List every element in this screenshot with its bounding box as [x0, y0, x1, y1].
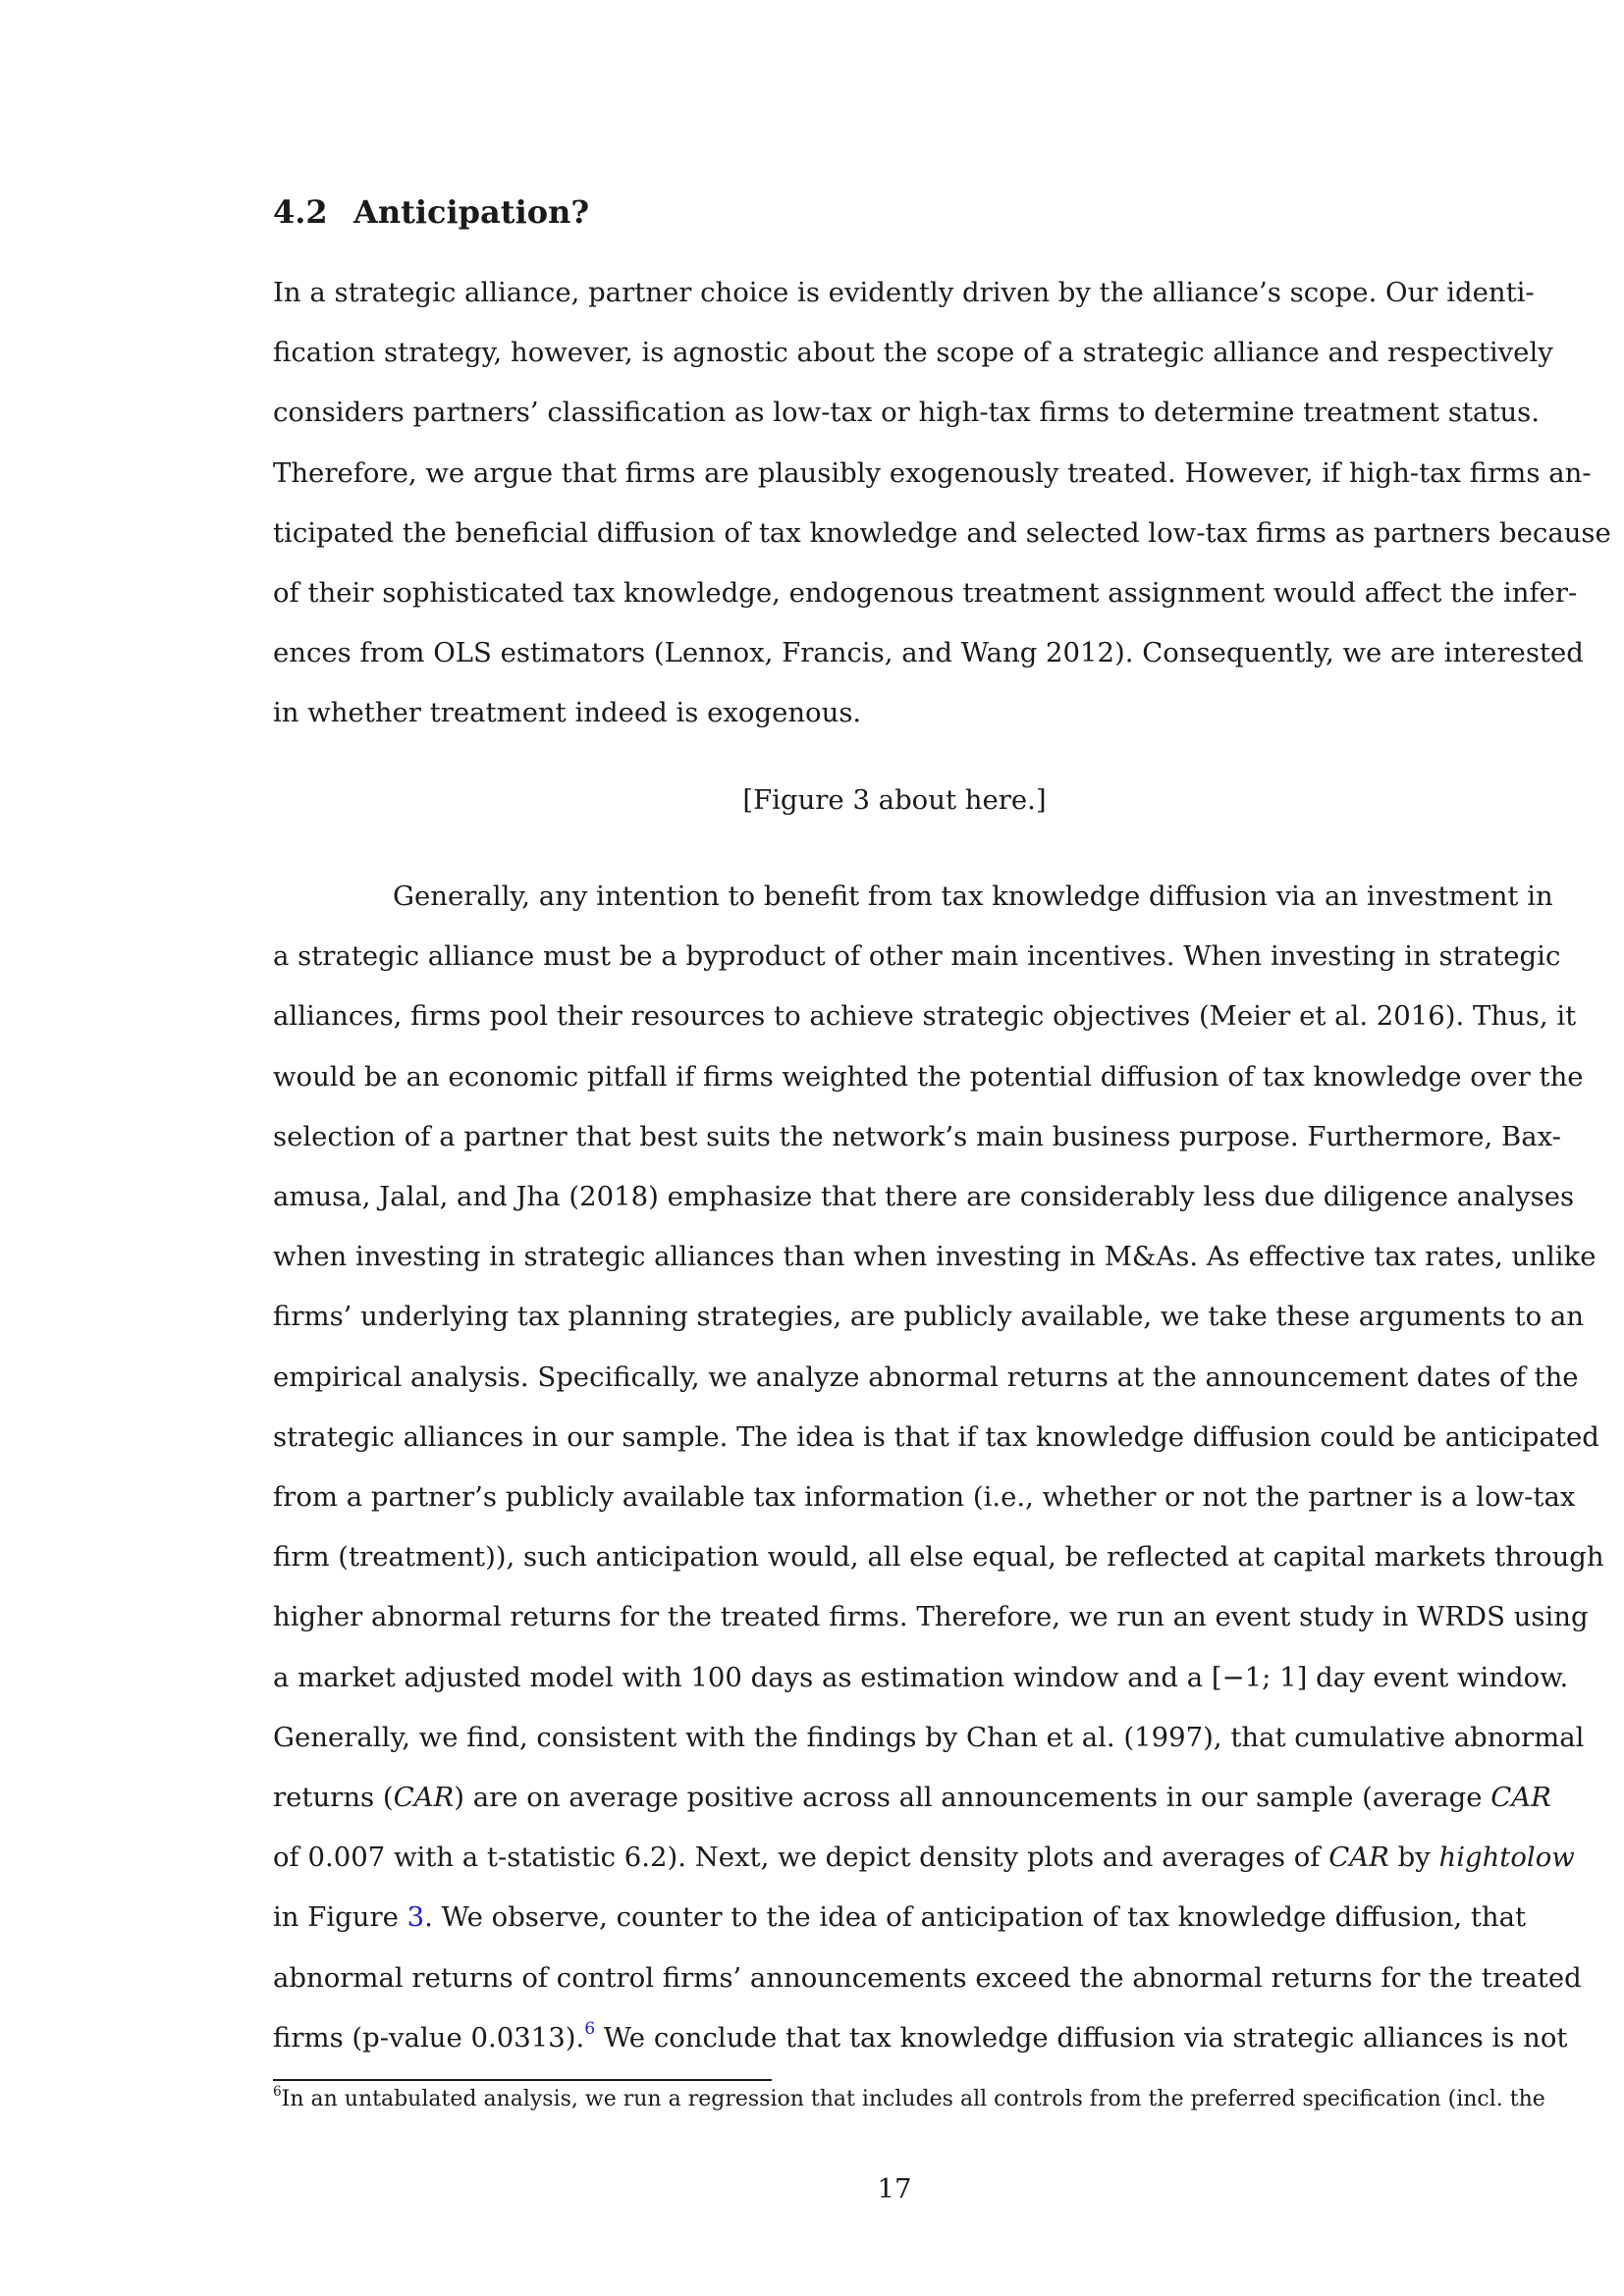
text-run: firms (p-value 0.0313). [273, 2021, 585, 2054]
paragraph-line [273, 1828, 1575, 1888]
text-run: ) are on average positive across all announcements in our sample (average [454, 1782, 1483, 1814]
paragraph-line: Therefore, we argue that firms are plausibly exogenously treated. However, if high-tax firms an- [273, 456, 1592, 489]
paragraph-line: a strategic alliance must be a byproduct of other main incentives. When investing in strategic [273, 940, 1561, 973]
paragraph-line: firm (treatment)), such anticipation would, all else equal, be reflected at capital markets through [273, 1541, 1604, 1574]
paragraph-line: Generally, we find, consistent with the findings by Chan et al. (1997), that cumulative abnormal [273, 1721, 1585, 1753]
paragraph-line [273, 2008, 1568, 2068]
paragraph-line: from a partner’s publicly available tax information (i.e., whether or not the partner is a low-tax [273, 1481, 1576, 1514]
paragraph-line: strategic alliances in our sample. The idea is that if tax knowledge diffusion could be anticipated [273, 1420, 1599, 1453]
car-variable: CAR [393, 1782, 455, 1814]
paragraph-line: higher abnormal returns for the treated firms. Therefore, we run an event study in WRDS using [273, 1601, 1589, 1633]
paragraph-line: ticipated the beneficial diffusion of tax knowledge and selected low-tax firms as partners because [273, 516, 1611, 549]
section-number: 4.2 [273, 193, 328, 231]
paragraph-line: would be an economic pitfall if firms weighted the potential diffusion of tax knowledge over the [273, 1060, 1584, 1093]
text-run: returns ( [273, 1782, 394, 1814]
paragraph-line: empirical analysis. Specifically, we analyze abnormal returns at the announcement dates of the [273, 1361, 1579, 1393]
paragraph-line: a market adjusted model with 100 days as estimation window and a [−1; 1] day event window. [273, 1661, 1569, 1693]
hightolow-variable: hightolow [1438, 1842, 1575, 1874]
paragraph-line: abnormal returns of control firms’ announcements exceed the abnormal returns for the treated [273, 1961, 1582, 1994]
paragraph-line [273, 1768, 1551, 1828]
paragraph-line: Generally, any intention to benefit from tax knowledge diffusion via an investment in [393, 881, 1553, 912]
figure-reference-link[interactable]: 3 [406, 1901, 425, 1934]
paragraph-line: In a strategic alliance, partner choice is evidently driven by the alliance’s scope. Our identi- [273, 277, 1535, 308]
paragraph-line: selection of a partner that best suits the network’s main business purpose. Furthermore, Bax- [273, 1120, 1561, 1152]
paragraph-line: amusa, Jalal, and Jha (2018) emphasize that there are considerably less due diligence analyses [273, 1181, 1575, 1213]
section-title: Anticipation? [353, 193, 590, 231]
footnote-divider [273, 2079, 772, 2081]
footnote-text: In an untabulated analysis, we run a regression that includes all controls from the preferred specification (incl. the [281, 2087, 1545, 2111]
paragraph-line: in whether treatment indeed is exogenous. [273, 697, 862, 729]
paragraph-2 [273, 867, 1604, 2068]
paragraph-line: of their sophisticated tax knowledge, endogenous treatment assignment would affect the infer- [273, 577, 1578, 610]
footnote-mark: 6 [273, 2083, 282, 2100]
footnote-reference-link[interactable]: 6 [584, 2019, 596, 2040]
paragraph-line: ences from OLS estimators (Lennox, Francis, and Wang 2012). Consequently, we are interested [273, 637, 1584, 669]
text-run: in Figure [273, 1901, 399, 1934]
page-number: 17 [877, 2173, 912, 2205]
figure-placeholder: [Figure 3 about here.] [742, 784, 1047, 816]
paragraph-line: alliances, firms pool their resources to achieve strategic objectives (Meier et al. 2016). Thus, it [273, 1000, 1577, 1033]
paragraph-1 [273, 263, 1611, 744]
paragraph-line: fication strategy, however, is agnostic about the scope of a strategic alliance and respectively [273, 337, 1553, 369]
paragraph-line [273, 1888, 1527, 1948]
text-run: of 0.007 with a t-statistic 6.2). Next, we depict density plots and averages of [273, 1842, 1321, 1874]
car-variable: CAR [1328, 1842, 1389, 1874]
footnote [273, 2083, 1545, 2116]
section-heading [273, 192, 589, 232]
car-variable: CAR [1490, 1782, 1551, 1814]
text-run: We conclude that tax knowledge diffusion via strategic alliances is not [595, 2021, 1568, 2054]
paragraph-line: firms’ underlying tax planning strategies, are publicly available, we take these arguments to an [273, 1301, 1584, 1333]
paragraph-line: considers partners’ classification as low-tax or high-tax firms to determine treatment status. [273, 397, 1541, 429]
paragraph-line: when investing in strategic alliances than when investing in M&As. As effective tax rates, unlike [273, 1241, 1597, 1273]
text-run: by [1397, 1842, 1431, 1874]
text-run: . We observe, counter to the idea of anticipation of tax knowledge diffusion, that [424, 1901, 1527, 1934]
